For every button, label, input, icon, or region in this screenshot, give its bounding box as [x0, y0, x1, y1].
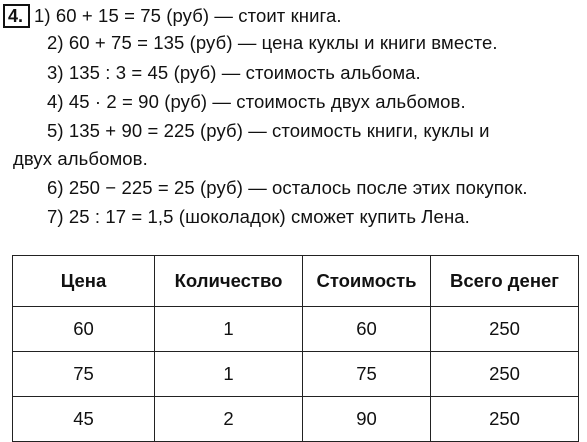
cell-price: 45 [13, 397, 155, 442]
cell-total-money: 250 [431, 307, 579, 352]
cell-quantity: 1 [155, 352, 303, 397]
summary-table [12, 255, 578, 438]
cell-cost: 75 [303, 352, 431, 397]
cell-total-money: 250 [431, 397, 579, 442]
cell-quantity: 2 [155, 397, 303, 442]
solution-step-2: 2) 60 + 75 = 135 (руб) — цена куклы и книги вместе. [47, 32, 498, 53]
table-row [13, 352, 579, 397]
header-quantity: Количество [155, 256, 303, 307]
solution-step-1: 1) 60 + 15 = 75 (руб) — стоит книга. [34, 5, 342, 26]
header-cost: Стоимость [303, 256, 431, 307]
cell-price: 60 [13, 307, 155, 352]
cell-cost: 90 [303, 397, 431, 442]
table-header-row [13, 256, 579, 307]
header-total-money: Всего денег [431, 256, 579, 307]
solution-step-4: 4) 45 · 2 = 90 (руб) — стоимость двух альбомов. [47, 91, 466, 112]
cell-price: 75 [13, 352, 155, 397]
solution-step-7: 7) 25 : 17 = 1,5 (шоколадок) сможет купить Лена. [47, 206, 470, 227]
table-row [13, 307, 579, 352]
cell-total-money: 250 [431, 352, 579, 397]
solution-step-3: 3) 135 : 3 = 45 (руб) — стоимость альбома. [47, 62, 421, 83]
cell-quantity: 1 [155, 307, 303, 352]
solution-step-6: 6) 250 − 225 = 25 (руб) — осталось после этих покупок. [47, 177, 528, 198]
task-number-box: 4. [3, 4, 30, 28]
table-row [13, 397, 579, 442]
header-price: Цена [13, 256, 155, 307]
cell-cost: 60 [303, 307, 431, 352]
solution-step-5-continued: двух альбомов. [13, 148, 148, 169]
solution-step-5: 5) 135 + 90 = 225 (руб) — стоимость книги, куклы и [47, 120, 490, 141]
